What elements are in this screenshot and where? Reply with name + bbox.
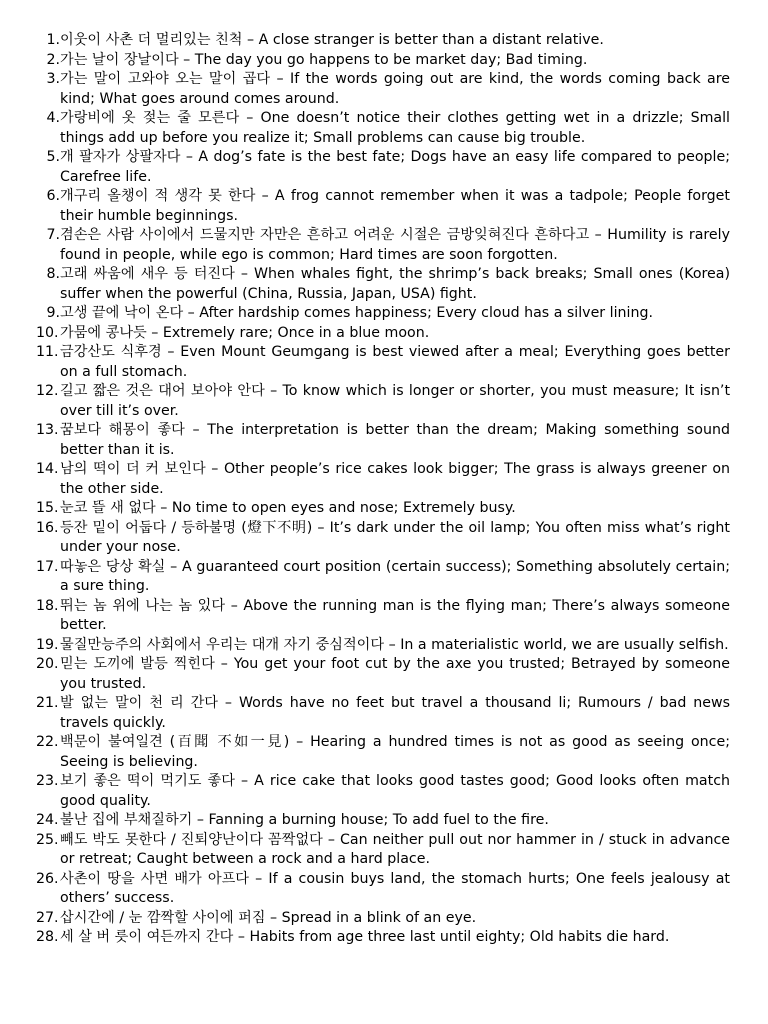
korean-proverb: 이웃이 사촌 더 멀리있는 친척 [60,32,243,48]
english-meaning: A frog cannot remember when it was a tadpole; People forget their humble beginnings. [60,188,730,224]
item-text [60,831,730,870]
dash-separator: – [255,188,275,204]
item-number: 19. [36,636,59,653]
korean-proverb: 빼도 박도 못한다 / 진퇴양난이다 꼼짝없다 [60,831,323,848]
english-meaning: Humility is rarely found in people, while ego is common; Hard times are soon forgotten. [60,227,730,263]
proverb-item [36,811,730,831]
english-meaning: A rice cake that looks good tastes good; Good looks often match good quality. [60,773,730,809]
english-meaning: One doesn’t notice their clothes getting wet in a drizzle; Small things add up before you realize it; Small problems can cause big trouble. [60,110,730,146]
item-text [60,343,730,382]
item-number: 25. [36,831,59,848]
korean-proverb: 믿는 도끼에 발등 찍힌다 [60,656,215,672]
dash-separator: – [165,558,182,575]
korean-proverb: 고생 끝에 낙이 온다 [60,305,184,321]
korean-proverb: 가랑비에 옷 젖는 줄 모른다 [60,110,240,126]
dash-separator: – [239,110,261,126]
korean-proverb: 개구리 올챙이 적 생각 못 한다 [60,188,256,204]
english-meaning: No time to open eyes and nose; Extremely busy. [171,500,516,516]
korean-proverb: 가뭄에 콩나듯 [60,324,147,341]
item-text [60,31,730,51]
english-meaning: Above the running man is the flying man; There’s always someone better. [60,597,730,633]
proverb-item [36,655,730,694]
item-number: 8. [46,266,60,282]
dash-separator: – [322,831,340,848]
item-number: 13. [36,422,59,438]
item-text [60,519,730,558]
english-meaning: A dog’s fate is the best fate; Dogs have an easy life compared to people; Carefree life. [60,149,730,185]
proverb-item [36,694,730,733]
item-number: 6. [46,188,60,204]
item-number: 15. [36,500,59,516]
dash-separator: – [178,51,195,68]
item-number: 2. [46,51,60,68]
english-meaning: To know which is longer or shorter, you must measure; It isn’t over till it’s over. [60,383,731,419]
proverb-item [36,31,730,51]
english-meaning: You get your foot cut by the axe you trusted; Betrayed by someone you trusted. [60,656,730,692]
item-number: 3. [46,71,60,87]
korean-proverb: 삽시간에 / 눈 깜짝할 사이에 퍼짐 [60,909,266,926]
proverb-item [36,70,730,109]
item-number: 7. [46,227,60,243]
english-meaning: The interpretation is better than the dream; Making something sound better than it is. [60,422,730,458]
dash-separator: – [146,324,163,341]
proverb-item [36,772,730,811]
korean-proverb: 불난 집에 부채질하기 [60,812,193,828]
korean-proverb: 가는 말이 고와야 오는 말이 곱다 [60,71,271,87]
korean-proverb: 개 팔자가 상팔자다 [60,149,181,165]
proverb-item [36,51,730,71]
item-number: 26. [36,870,59,887]
item-number: 20. [36,656,59,672]
korean-proverb: 눈코 뜰 새 없다 [60,500,156,516]
korean-proverb: 발 없는 말이 천 리 간다 [60,695,218,711]
korean-proverb: 따놓은 당상 확실 [60,558,166,575]
dash-separator: – [234,266,254,282]
english-meaning: If the words going out are kind, the words coming back are kind; What goes around comes around. [60,71,730,107]
item-number: 1. [46,32,60,48]
proverb-item [36,636,730,656]
english-meaning: After hardship comes happiness; Every cloud has a silver lining. [199,305,653,321]
item-text [60,187,730,226]
proverb-item [36,226,730,265]
proverb-item [36,421,730,460]
korean-proverb: 금강산도 식후경 [60,344,162,360]
dash-separator: – [184,422,208,438]
item-text [60,597,730,636]
item-text [60,70,730,109]
dash-separator: – [183,305,200,321]
dash-separator: – [589,227,608,243]
korean-proverb: 가는 날이 장날이다 [60,51,179,68]
item-text [60,226,730,265]
dash-separator: – [384,636,401,653]
proverb-item [36,499,730,519]
proverb-item [36,733,730,772]
item-text [60,733,730,772]
english-meaning: A guaranteed court position (certain success); Something absolutely certain; a sure thing. [60,558,730,594]
item-number: 27. [36,909,59,926]
item-text [60,928,730,948]
proverb-item [36,460,730,499]
item-text [60,811,730,831]
english-meaning: Extremely rare; Once in a blue moon. [162,324,430,341]
dash-separator: – [161,344,181,360]
item-text [60,694,730,733]
korean-proverb: 고래 싸움에 새우 등 터진다 [60,266,235,282]
item-text [60,148,730,187]
english-meaning: In a materialistic world, we are usually selfish. [400,636,729,653]
proverb-item [36,870,730,909]
korean-proverb: 세 살 버 릇이 여든까지 간다 [60,929,234,945]
dash-separator: – [289,734,311,750]
proverb-item [36,597,730,636]
korean-proverb: 길고 짧은 것은 대어 보아야 안다 [60,383,265,399]
item-number: 16. [36,519,59,536]
dash-separator: – [214,656,234,672]
proverb-item [36,928,730,948]
proverb-item [36,324,730,344]
proverb-item [36,304,730,324]
english-meaning: When whales fight, the shrimp’s back breaks; Small ones (Korea) suffer when the powerful (China, Russia, Japan, USA) fight. [60,266,730,302]
dash-separator: – [180,149,199,165]
item-number: 11. [36,344,59,360]
dash-separator: – [265,909,282,926]
item-number: 18. [36,597,59,614]
english-meaning: Hearing a hundred times is not as good as seeing once; Seeing is believing. [60,734,730,770]
korean-proverb: 백문이 불여일견 (百聞 不如一見) [60,734,290,750]
english-meaning: The day you go happens to be market day; Bad timing. [194,51,588,68]
item-number: 17. [36,558,59,575]
dash-separator: – [192,812,209,828]
korean-proverb: 꿈보다 해몽이 좋다 [60,422,185,438]
korean-proverb: 뛰는 놈 위에 나는 놈 있다 [60,597,226,614]
dash-separator: – [233,929,250,945]
dash-separator: – [270,71,291,87]
english-meaning: Habits from age three last until eighty; Old habits die hard. [249,929,670,945]
korean-proverb: 겸손은 사람 사이에서 드물지만 자만은 흔하고 어려운 시절은 금방잊혀진다 흔하다고 [60,227,590,243]
item-number: 10. [36,324,59,341]
korean-proverb: 물질만능주의 사회에서 우리는 대개 자기 중심적이다 [60,636,385,653]
dash-separator: – [312,519,330,536]
item-text [60,324,730,344]
dash-separator: – [242,32,259,48]
english-meaning: Other people’s rice cakes look bigger; The grass is always greener on the other side. [60,461,731,497]
english-meaning: If a cousin buys land, the stomach hurts; One feels jealousy at others’ success. [60,870,730,906]
english-meaning: Can neither pull out nor hammer in / stuck in advance or retreat; Caught between a rock and a hard place. [60,831,730,867]
korean-proverb: 등잔 밑이 어둡다 / 등하불명 (燈下不明) [60,519,313,536]
dash-separator: – [155,500,172,516]
item-number: 24. [36,812,59,828]
english-meaning: Even Mount Geumgang is best viewed after a meal; Everything goes better on a full stomach. [60,344,730,380]
english-meaning: A close stranger is better than a distant relative. [258,32,604,48]
proverb-item [36,187,730,226]
english-meaning: Fanning a burning house; To add fuel to the fire. [208,812,549,828]
dash-separator: – [205,461,224,477]
korean-proverb: 남의 떡이 더 커 보인다 [60,461,206,477]
item-number: 23. [36,773,59,789]
item-text [60,421,730,460]
item-number: 14. [36,461,59,477]
item-number: 28. [36,929,59,945]
item-text [60,909,730,929]
item-number: 12. [36,383,59,399]
item-number: 4. [46,110,60,126]
item-number: 22. [36,734,59,750]
proverb-item [36,109,730,148]
item-number: 21. [36,695,59,711]
proverb-item [36,382,730,421]
english-meaning: Spread in a blink of an eye. [281,909,477,926]
item-text [60,109,730,148]
item-text [60,460,730,499]
item-text [60,772,730,811]
item-text [60,265,730,304]
item-text [60,655,730,694]
proverb-item [36,831,730,870]
item-number: 9. [46,305,60,321]
dash-separator: – [234,773,255,789]
item-text [60,51,730,71]
proverb-list [36,31,730,948]
dash-separator: – [225,597,244,614]
proverb-item [36,148,730,187]
english-meaning: It’s dark under the oil lamp; You often miss what’s right under your nose. [60,519,730,555]
item-text [60,558,730,597]
proverb-item [36,265,730,304]
proverb-item [36,343,730,382]
korean-proverb: 보기 좋은 떡이 먹기도 좋다 [60,773,235,789]
item-text [60,304,730,324]
dash-separator: – [264,383,283,399]
item-number: 5. [46,149,60,165]
item-text [60,870,730,909]
dash-separator: – [249,870,269,887]
proverb-item [36,558,730,597]
korean-proverb: 사촌이 땅을 사면 배가 아프다 [60,870,250,887]
item-text [60,499,730,519]
proverb-item [36,909,730,929]
item-text [60,636,730,656]
proverb-item [36,519,730,558]
dash-separator: – [218,695,239,711]
english-meaning: Words have no feet but travel a thousand li; Rumours / bad news travels quickly. [60,695,730,731]
item-text [60,382,730,421]
